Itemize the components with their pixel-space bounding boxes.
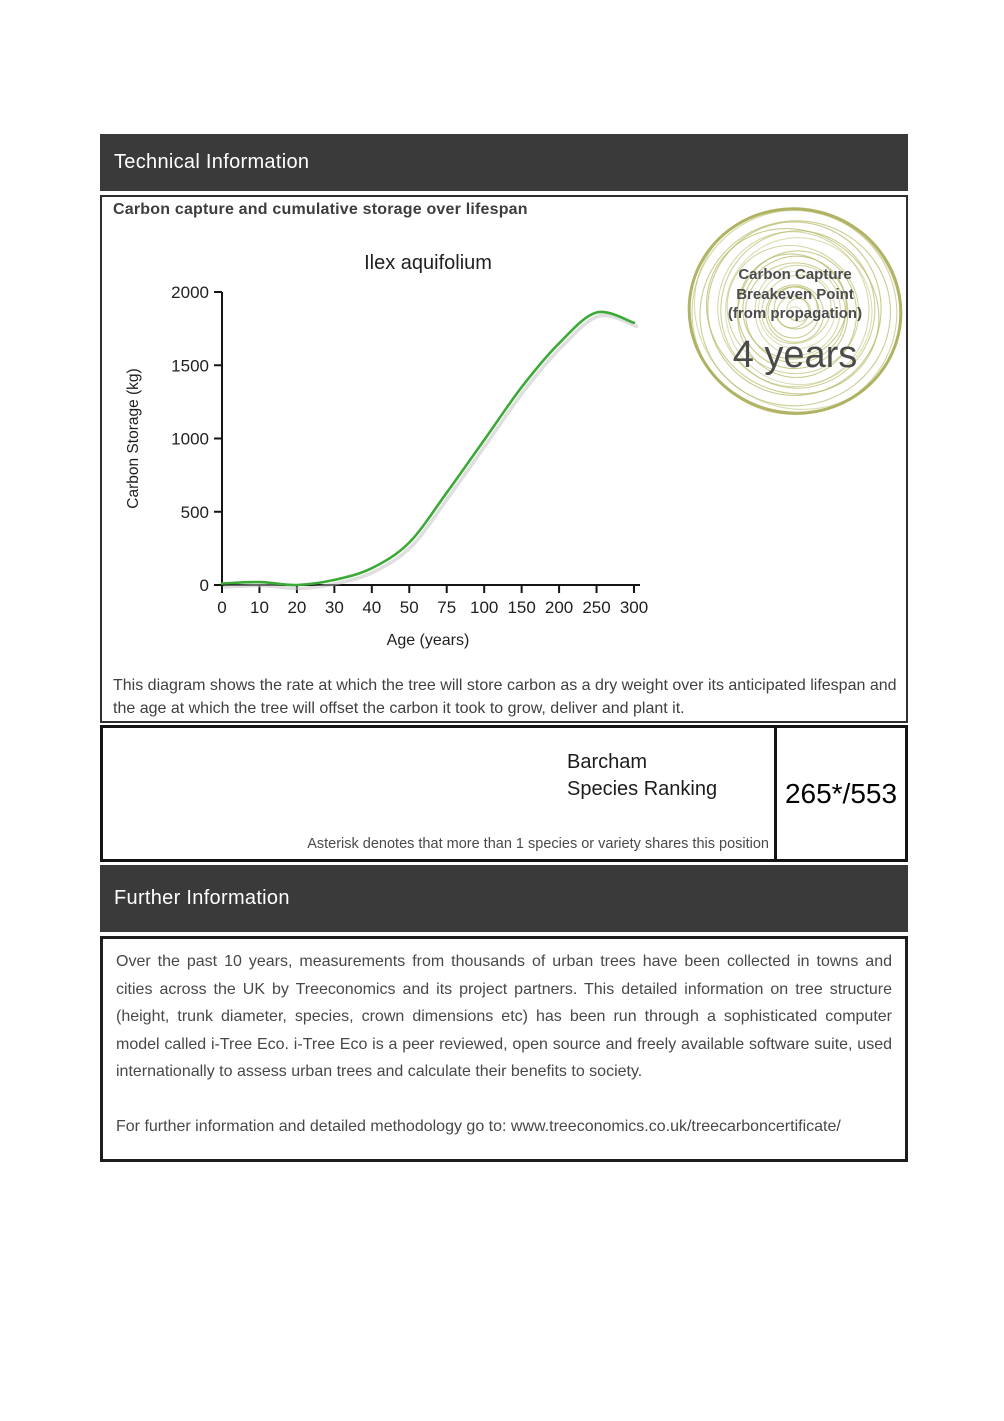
y-tick-label: 2000 (171, 283, 209, 302)
x-tick-label: 50 (399, 598, 419, 617)
x-tick-label: 20 (287, 598, 307, 617)
link-prefix: For further information and detailed methodology go to: (116, 1117, 511, 1135)
x-tick-label: 150 (507, 598, 536, 617)
badge-title-line3: (from propagation) (727, 305, 863, 322)
ranking-label: Species Ranking (567, 778, 718, 800)
carbon-storage-series-line (222, 312, 634, 585)
panel-heading: Carbon capture and cumulative storage over lifespan (113, 201, 528, 218)
series-shadow (225, 315, 637, 588)
technical-information-header-bar (100, 134, 908, 191)
species-ranking-title (567, 749, 717, 803)
ranking-org: Barcham (567, 751, 648, 773)
chart-caption: This diagram shows the rate at which the tree will store carbon as a dry weight over its anticipated lifespan and the age at which the tree will offset the carbon it took to grow, deliver and plant it. (113, 677, 897, 717)
chart-title: Ilex aquifolium (364, 252, 492, 274)
further-information-header-bar (100, 865, 908, 932)
x-tick-label: 10 (249, 598, 269, 617)
carbon-capture-panel (100, 195, 908, 723)
further-information-box (100, 936, 908, 1162)
methodology-link-line (116, 1113, 892, 1141)
x-tick-label: 40 (362, 598, 382, 617)
breakeven-badge-text (685, 201, 905, 421)
badge-title-line2: Breakeven Point (736, 285, 854, 303)
treeconomics-url: www.treeconomics.co.uk/treecarboncertificate/ (510, 1117, 841, 1135)
y-tick-label: 500 (180, 502, 209, 522)
x-tick-label: 30 (324, 598, 344, 617)
x-tick-label: 300 (619, 598, 649, 617)
badge-title-line1: Carbon Capture (738, 266, 852, 283)
ranking-value: 265*/553 (784, 777, 898, 809)
y-axis-label: Carbon Storage (kg) (125, 368, 142, 509)
x-tick-label: 0 (217, 598, 227, 617)
x-tick-label: 75 (437, 598, 457, 617)
x-tick-label: 200 (544, 598, 574, 617)
further-information-title: Further Information (114, 887, 290, 909)
asterisk-note: Asterisk denotes that more than 1 species or variety shares this position (307, 836, 769, 852)
further-information-paragraph: Over the past 10 years, measurements from thousands of urban trees have been collected in towns and cities across the UK by Treeconomics and its project partners. This detailed information on tree structure (height, trunk diameter, species, crown dimensions etc) has been run through a sophisticated computer model called i-Tree Eco. i-Tree Eco is a peer reviewed, open source and freely available software suite, used internationally to assess urban trees and calculate their benefits to society. (116, 953, 892, 1080)
species-ranking-box (100, 725, 908, 862)
y-tick-label: 1500 (171, 356, 209, 376)
x-axis-label: Age (years) (386, 632, 470, 649)
species-ranking-value-cell (774, 728, 905, 859)
y-tick-label: 1000 (171, 429, 209, 449)
technical-information-title: Technical Information (114, 151, 310, 173)
breakeven-badge (685, 201, 905, 421)
species-ranking-left-cell (103, 728, 774, 859)
x-tick-label: 250 (582, 598, 611, 617)
y-tick-label: 0 (199, 576, 209, 595)
x-tick-label: 100 (469, 598, 499, 617)
badge-breakeven-value: 4 years (732, 333, 858, 376)
